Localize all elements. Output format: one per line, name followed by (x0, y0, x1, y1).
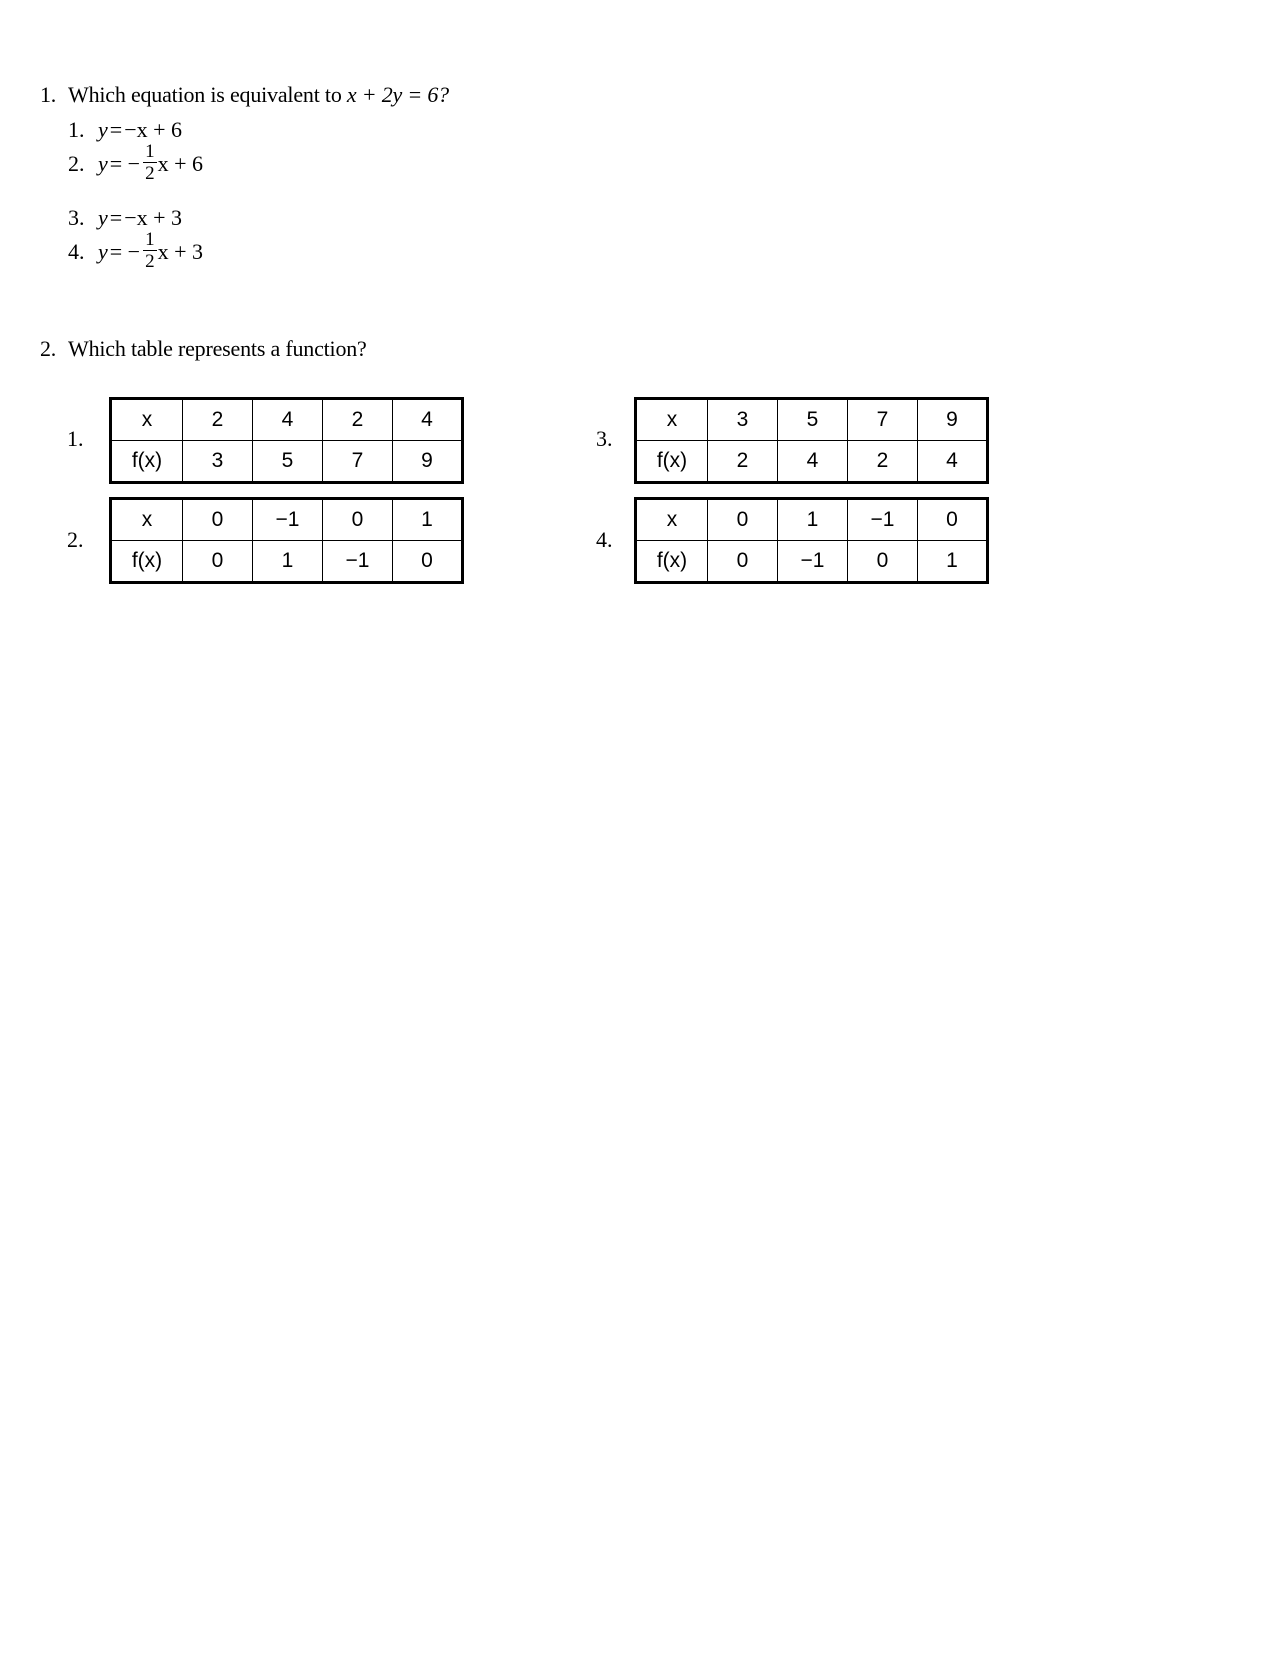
fraction-numerator: 1 (145, 229, 155, 250)
choice-number: 1. (68, 117, 85, 142)
cell-x: 7 (848, 399, 918, 441)
choice-number: 4. (68, 238, 85, 264)
choice-rhs: x + 3 (157, 238, 204, 264)
table-row-x (636, 499, 988, 541)
cell-fx: 5 (253, 441, 323, 483)
fraction-numerator: 1 (145, 141, 155, 162)
choice-equals: = − (109, 150, 141, 176)
cell-fx: 4 (918, 441, 988, 483)
cell-x: 0 (323, 499, 393, 541)
cell-x: 0 (183, 499, 253, 541)
cell-x: 9 (918, 399, 988, 441)
header-x: x (636, 399, 708, 441)
cell-fx: 2 (708, 441, 778, 483)
cell-x: 1 (778, 499, 848, 541)
choice-lhs: y (98, 238, 108, 264)
cell-x: 0 (708, 499, 778, 541)
cell-x: 2 (323, 399, 393, 441)
table-choice-4[interactable] (634, 497, 989, 584)
fraction (143, 230, 157, 273)
table-row-fx (636, 441, 988, 483)
table-choice-label-2: 2. (67, 527, 84, 552)
cell-fx: 7 (323, 441, 393, 483)
answer-choice-1[interactable] (68, 117, 182, 143)
cell-fx: 0 (848, 541, 918, 583)
table-row-fx (111, 541, 463, 583)
cell-x: 1 (393, 499, 463, 541)
table-row-fx (111, 441, 463, 483)
table-row-x (636, 399, 988, 441)
choice-rhs: x + 6 (157, 150, 204, 176)
answer-choice-4[interactable] (68, 230, 203, 273)
table-choice-2[interactable] (109, 497, 464, 584)
answer-choice-2[interactable] (68, 142, 203, 185)
choice-number: 2. (68, 150, 85, 176)
question-number: 1. (40, 82, 57, 107)
question-number: 2. (40, 336, 57, 361)
cell-x: 5 (778, 399, 848, 441)
choice-rhs: −x + 3 (124, 205, 183, 230)
table-choice-label-4: 4. (596, 527, 613, 552)
cell-fx: 0 (183, 541, 253, 583)
header-x: x (636, 499, 708, 541)
cell-fx: 2 (848, 441, 918, 483)
header-fx: f(x) (636, 541, 708, 583)
cell-fx: 3 (183, 441, 253, 483)
cell-x: −1 (848, 499, 918, 541)
choice-rhs: −x + 6 (124, 117, 183, 142)
table-choice-label-1: 1. (67, 426, 84, 451)
fraction-denominator: 2 (145, 251, 155, 272)
cell-fx: 4 (778, 441, 848, 483)
cell-x: −1 (253, 499, 323, 541)
header-x: x (111, 499, 183, 541)
cell-x: 2 (183, 399, 253, 441)
cell-fx: 0 (708, 541, 778, 583)
header-fx: f(x) (111, 441, 183, 483)
question-stem-text: Which table represents a function? (68, 336, 367, 361)
table-row-fx (636, 541, 988, 583)
cell-fx: 0 (393, 541, 463, 583)
question-stem-text: Which equation is equivalent to (68, 82, 347, 107)
header-fx: f(x) (636, 441, 708, 483)
header-x: x (111, 399, 183, 441)
cell-fx: 9 (393, 441, 463, 483)
answer-choice-3[interactable] (68, 205, 182, 231)
table-row-x (111, 499, 463, 541)
choice-equals: = (109, 205, 123, 230)
header-fx: f(x) (111, 541, 183, 583)
cell-x: 4 (393, 399, 463, 441)
choice-lhs: y (98, 205, 108, 230)
cell-x: 4 (253, 399, 323, 441)
cell-fx: 1 (918, 541, 988, 583)
fraction (143, 142, 157, 185)
table-row-x (111, 399, 463, 441)
cell-x: 3 (708, 399, 778, 441)
choice-equals: = − (109, 238, 141, 264)
question-stem-equation: x + 2y = 6? (346, 82, 449, 107)
table-choice-1[interactable] (109, 397, 464, 484)
fraction-denominator: 2 (145, 163, 155, 184)
table-choice-label-3: 3. (596, 426, 613, 451)
cell-fx: 1 (253, 541, 323, 583)
table-choice-3[interactable] (634, 397, 989, 484)
cell-fx: −1 (323, 541, 393, 583)
choice-lhs: y (98, 117, 108, 142)
choice-equals: = (109, 117, 123, 142)
choice-number: 3. (68, 205, 85, 230)
cell-fx: −1 (778, 541, 848, 583)
question-1 (40, 82, 449, 108)
cell-x: 0 (918, 499, 988, 541)
question-2 (40, 336, 367, 362)
choice-lhs: y (98, 150, 108, 176)
